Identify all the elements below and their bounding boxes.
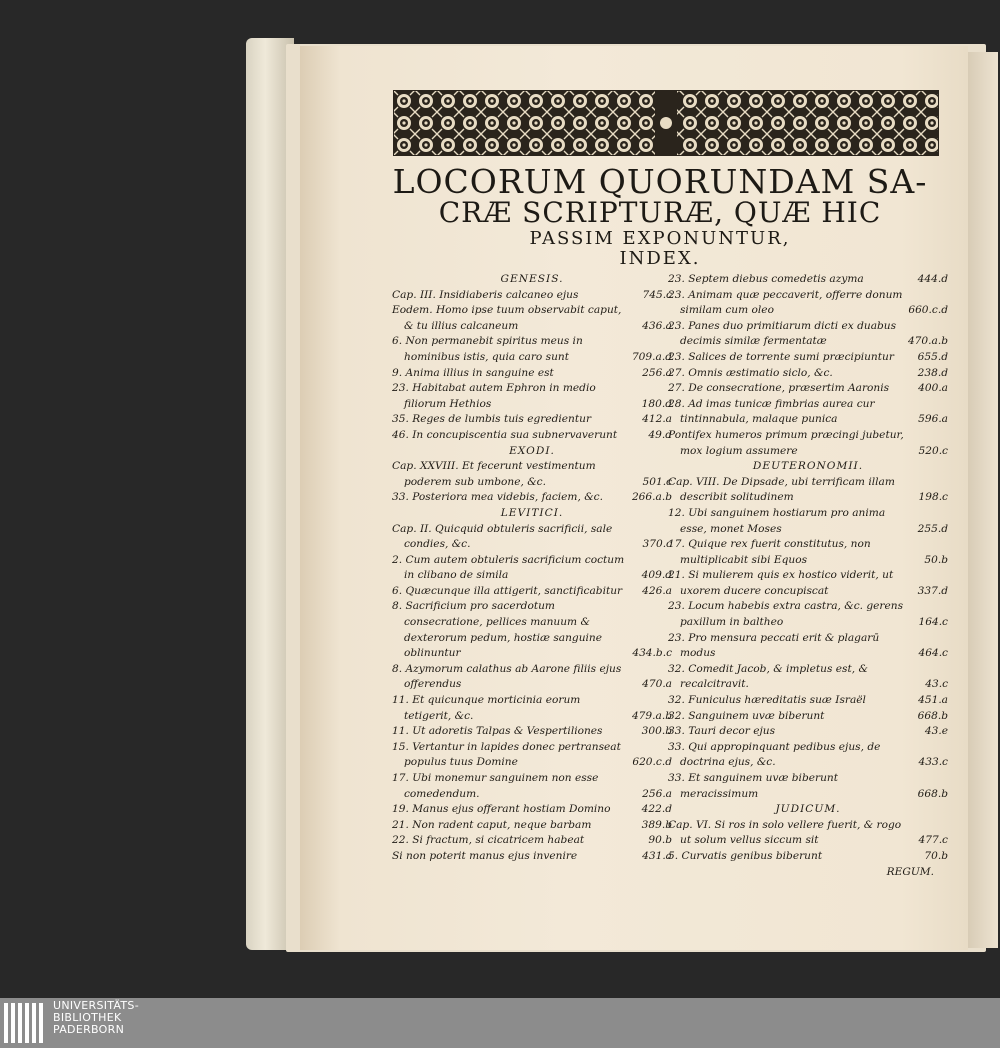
entry-text: 8. Sacrificium pro sacerdotum consecratione, pellices manuum & dexterorum pedum, hostiæ sanguine oblinuntur [392, 600, 602, 660]
index-entry [392, 334, 672, 365]
entry-text: 6. Quæcunque illa attigerit, sanctificabitur [392, 584, 623, 597]
index-entry [668, 428, 948, 459]
index-entry [668, 319, 948, 350]
entry-text: 33. Tauri decor ejus [668, 725, 776, 738]
entry-text: Si non poterit manus ejus invenire [392, 849, 578, 862]
index-column-left [392, 272, 672, 865]
decorative-headpiece [393, 90, 939, 156]
entry-text: 17. Quique rex fuerit constitutus, non multiplicabit sibi Equos [668, 538, 871, 566]
title-line-3: PASSIM EXPONUNTUR, [529, 228, 791, 249]
entry-text: Cap. VI. Si ros in solo vellere fuerit, & rogo ut solum vellus siccum sit [668, 818, 902, 847]
entry-page-ref: 43.e [924, 725, 948, 738]
entry-page-ref: 389.b [641, 818, 672, 831]
entry-page-ref: 400.a [918, 382, 948, 395]
index-entry [392, 412, 672, 428]
entry-text: 27. Omnis æstimatio siclo, &c. [668, 366, 833, 379]
entry-text: Cap. II. Quicquid obtuleris sacrificii, sale condies, &c. [392, 522, 613, 551]
entry-page-ref: 479.a.b [631, 709, 672, 722]
index-entry [668, 771, 948, 802]
index-entry [668, 662, 948, 693]
entry-page-ref: 256.a [642, 366, 672, 379]
index-entry [668, 818, 948, 849]
index-entry [668, 506, 948, 537]
catchword: REGUM. [886, 865, 934, 878]
entry-text: 23. Habitabat autem Ephron in medio filiorum Hethios [392, 382, 596, 410]
section-heading: GENESIS. [500, 273, 564, 285]
entry-page-ref: 422.d [641, 803, 672, 816]
entry-page-ref: 70.b [924, 849, 948, 862]
title-line-4: INDEX. [619, 248, 701, 269]
entry-page-ref: 434.b.c [632, 647, 672, 660]
entry-text: 8. Azymorum calathus ab Aarone filiis ejus offerendus [392, 662, 622, 691]
entry-text: Pontifex humeros primum præcingi jubetur, mox logium assumere [668, 428, 904, 457]
title-line-2: CRÆ SCRIPTURÆ, QUÆ HIC [438, 196, 882, 229]
entry-page-ref: 477.c [918, 834, 948, 847]
entry-page-ref: 709.a.d [631, 350, 672, 363]
section-heading: EXODI. [509, 444, 555, 457]
index-entry [392, 522, 672, 553]
entry-page-ref: 180.d [641, 397, 672, 410]
section-heading: JUDICUM. [775, 803, 841, 816]
index-entry [392, 490, 672, 506]
index-entry [392, 724, 672, 740]
entry-page-ref: 238.d [917, 366, 948, 379]
entry-page-ref: 745.c [642, 288, 672, 301]
index-entry [668, 724, 948, 740]
index-entry [392, 802, 672, 818]
index-entry [392, 693, 672, 724]
index-entry [668, 475, 948, 506]
entry-text: 33. Posteriora mea videbis, faciem, &c. [392, 491, 603, 504]
entry-page-ref: 660.c.d [908, 304, 948, 317]
entry-page-ref: 444.d [917, 273, 948, 285]
entry-text: 23. Septem diebus comedetis azyma [668, 273, 864, 285]
entry-page-ref: 470.a [642, 678, 672, 691]
entry-page-ref: 337.d [917, 584, 948, 597]
index-entry [392, 771, 672, 802]
entry-page-ref: 520.c [918, 444, 948, 457]
entry-text: 9. Anima illius in sanguine est [392, 366, 554, 379]
index-entry [392, 599, 672, 661]
library-name-line: UNIVERSITÄTS- [53, 999, 139, 1012]
section-heading: LEVITICI. [500, 506, 564, 519]
library-logo-icon [2, 1001, 48, 1045]
entry-text: Cap. VIII. De Dipsade, ubi terrificam illam describit solitudinem [668, 475, 895, 504]
entry-page-ref: 49.d [648, 428, 672, 441]
entry-text: 32. Sanguinem uvæ biberunt [668, 709, 825, 722]
index-entry [668, 568, 948, 599]
index-entry [392, 833, 672, 849]
index-entry [668, 740, 948, 771]
title-line-1: LOCORUM QUORUNDAM SA- [392, 162, 928, 201]
entry-text: 5. Curvatis genibus biberunt [668, 849, 823, 862]
entry-text: 27. De consecratione, præsertim Aaronis [668, 382, 890, 395]
library-footer [0, 998, 1000, 1048]
entry-text: 21. Si mulierem quis ex hostico viderit, ut uxorem ducere concupiscat [668, 569, 894, 597]
entry-page-ref: 370.c [642, 538, 672, 551]
index-entry [392, 288, 672, 304]
index-entry [668, 537, 948, 568]
index-entry [668, 693, 948, 709]
library-name-line: PADERBORN [53, 1023, 125, 1036]
entry-page-ref: 431.a [642, 849, 672, 862]
entry-text: 33. Et sanguinem uvæ biberunt meracissimum [668, 772, 838, 800]
section-heading: DEUTERONOMII. [752, 460, 864, 473]
entry-page-ref: 409.d [641, 569, 672, 582]
entry-page-ref: 266.a.b [631, 491, 672, 504]
entry-page-ref: 668.b [917, 787, 948, 800]
entry-page-ref: 620.c.d [632, 756, 672, 769]
entry-text: 21. Non radent caput, neque barbam [392, 818, 592, 831]
entry-text: 23. Animam quæ peccaverit, offerre donum similam cum oleo [668, 288, 903, 317]
index-entry [392, 662, 672, 693]
index-entry [668, 631, 948, 662]
entry-text: 32. Funiculus hæreditatis suæ Israël [668, 694, 866, 707]
index-entry [392, 381, 672, 412]
index-entry [392, 740, 672, 771]
entry-page-ref: 436.a [642, 319, 672, 332]
entry-page-ref: 255.d [917, 522, 948, 535]
index-entry [668, 709, 948, 725]
entry-page-ref: 596.a [918, 413, 948, 426]
index-entry [668, 849, 948, 865]
entry-text: 11. Et quicunque morticinia eorum tetigerit, &c. [392, 694, 581, 722]
entry-page-ref: 198.c [918, 491, 948, 504]
entry-page-ref: 451.a [918, 694, 948, 707]
index-entry [668, 381, 948, 397]
entry-page-ref: 501.c [642, 475, 672, 488]
index-entry [392, 303, 672, 334]
entry-page-ref: 164.c [918, 616, 948, 629]
entry-text: 23. Locum habebis extra castra, &c. gerens paxillum in baltheo [668, 600, 904, 629]
entry-page-ref: 433.c [918, 756, 948, 769]
entry-text: 11. Ut adoretis Talpas & Vespertiliones [392, 725, 603, 738]
library-name [53, 1000, 139, 1036]
index-entry [392, 553, 672, 584]
entry-text: 12. Ubi sanguinem hostiarum pro anima esse, monet Moses [668, 506, 886, 535]
index-entry [668, 272, 948, 288]
index-column-right [668, 272, 948, 880]
entry-page-ref: 300.b [641, 725, 672, 738]
entry-text: 2. Cum autem obtuleris sacrificium coctum in clibano de simila [392, 553, 625, 582]
index-entry [668, 397, 948, 428]
index-entry [392, 849, 672, 865]
entry-text: 32. Comedit Jacob, & impletus est, & recalcitravit. [668, 662, 868, 691]
entry-page-ref: 668.b [917, 709, 948, 722]
index-entry [668, 366, 948, 382]
index-entry [392, 584, 672, 600]
index-entry [668, 599, 948, 630]
entry-page-ref: 90.b [648, 834, 672, 847]
entry-text: 23. Salices de torrente sumi præcipiuntur [668, 350, 894, 363]
entry-page-ref: 256.a [642, 787, 672, 800]
library-name-line: BIBLIOTHEK [53, 1011, 122, 1024]
entry-text: 19. Manus ejus offerant hostiam Domino [392, 803, 611, 816]
entry-page-ref: 470.a.b [907, 335, 948, 348]
entry-text: 6. Non permanebit spiritus meus in hominibus istis, quia caro sunt [392, 335, 583, 363]
entry-text: 15. Vertantur in lapides donec pertranseat populus tuus Domine [392, 740, 621, 769]
entry-page-ref: 426.a [642, 584, 672, 597]
entry-text: 33. Qui appropinquant pedibus ejus, de doctrina ejus, &c. [668, 740, 881, 769]
entry-text: 35. Reges de lumbis tuis egredientur [392, 413, 592, 426]
index-entry [392, 428, 672, 444]
index-entry [392, 818, 672, 834]
entry-text: 22. Si fractum, si cicatricem habeat [392, 834, 585, 847]
index-entry [668, 350, 948, 366]
index-entry [668, 288, 948, 319]
entry-text: Cap. III. Insidiaberis calcaneo ejus [392, 288, 579, 301]
entry-text: 23. Pro mensura peccati erit & plagarū modus [668, 631, 880, 660]
entry-page-ref: 412.a [642, 413, 672, 426]
entry-text: 46. In concupiscentia sua subnervaverunt [392, 428, 618, 441]
index-entry [392, 459, 672, 490]
entry-page-ref: 655.d [917, 350, 948, 363]
entry-text: 28. Ad imas tunicæ fimbrias aurea cur tintinnabula, malaque punica [668, 397, 875, 426]
index-entry [392, 366, 672, 382]
entry-text: 23. Panes duo primitiarum dicti ex duabus decimis similæ fermentatæ [668, 319, 897, 348]
entry-page-ref: 464.c [918, 647, 948, 660]
entry-text: Eodem. Homo ipse tuum observabit caput, & tu illius calcaneum [392, 304, 622, 332]
entry-page-ref: 50.b [924, 553, 948, 566]
entry-text: Cap. XXVIII. Et fecerunt vestimentum poderem sub umbone, &c. [392, 460, 596, 488]
entry-page-ref: 43.c [925, 678, 948, 691]
entry-text: 17. Ubi monemur sanguinem non esse comedendum. [392, 772, 599, 800]
